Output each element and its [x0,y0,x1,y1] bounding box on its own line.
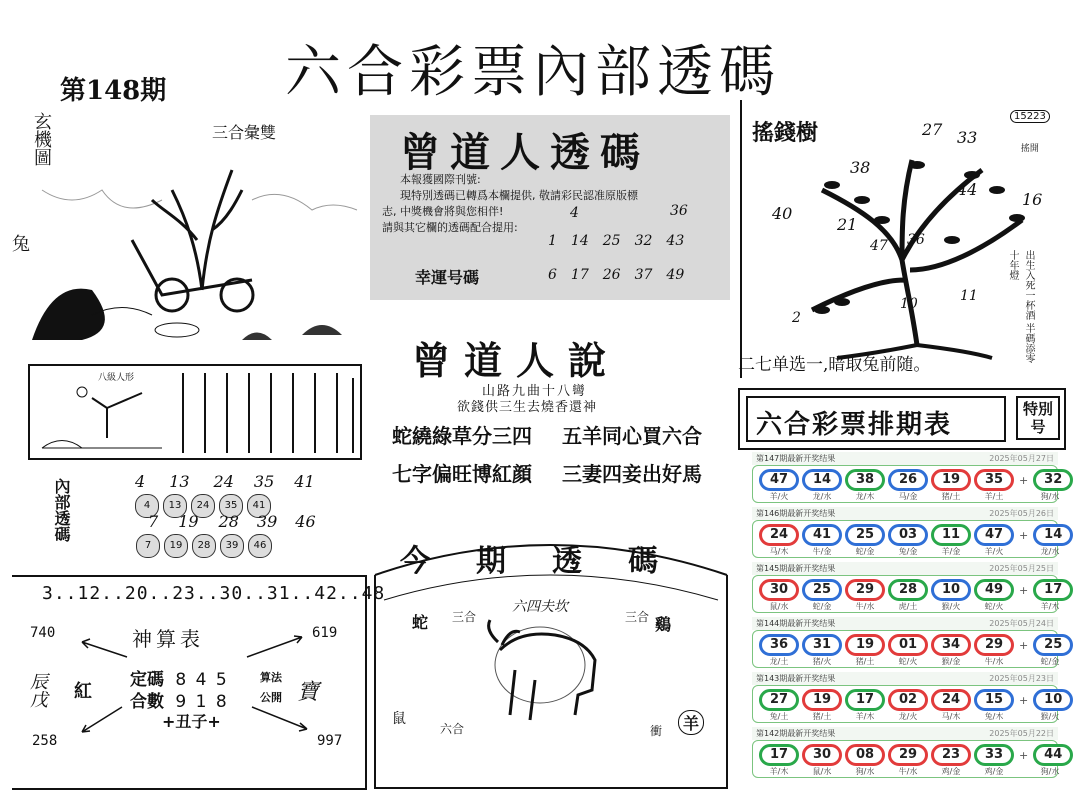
lottery-ball: 08 [845,744,885,766]
special-ball: 14 [1033,524,1073,546]
lottery-ball: 03 [888,524,928,546]
he-shu-label: 合數 [130,692,164,712]
zeng-title: 曾道人透碼 [400,129,650,176]
neibu-num: 39 [256,512,278,531]
grid-bottom [548,267,684,283]
ding-ma-label: 定碼 [130,670,164,690]
result-row [752,672,1063,723]
left-chars: 辰戊 [27,672,48,708]
grid-num: 32 [634,233,653,249]
zodiac-label: 马/金 [898,492,918,501]
zodiac-label: 猪/土 [855,657,875,666]
result-header [752,452,1058,465]
result-issue: 第147期最新开奖结果 [756,454,836,463]
xuanji-label: 玄機圖 [31,112,52,166]
neibu-circle: 39 [220,534,244,558]
plus-icon: + [1019,693,1029,707]
zodiac-label: 牛/水 [855,602,875,611]
special-zodiac-label: 狗/水 [1040,492,1060,501]
zodiac-label: 羊/木 [855,712,875,721]
result-row [752,617,1063,668]
lottery-ball: 26 [888,469,928,491]
neibu-label: 內部透碼 [52,478,71,542]
line-2b: 三妻四妾出好馬 [562,462,702,486]
zodiac-snake: 蛇 [412,613,429,632]
zodiac-label: 兔/金 [898,547,918,556]
zodiac-label: 龙/土 [769,657,789,666]
lottery-ball: 36 [759,634,799,656]
vertical-text-columns [175,368,360,458]
zodiac-label: 蛇/火 [898,657,918,666]
lottery-ball: 24 [759,524,799,546]
lottery-ball: 14 [802,469,842,491]
neibu-num: 19 [178,512,199,531]
zodiac-label: 鼠/水 [812,767,832,776]
result-row [752,452,1063,503]
zodiac-label: 羊/木 [769,767,789,776]
zodiac-label: 猪/土 [812,712,832,721]
special-ball: 32 [1033,469,1073,491]
neibu-num: 4 [135,472,146,491]
tree-num: 36 [907,232,925,248]
lottery-ball: 35 [974,469,1014,491]
result-row [752,562,1063,613]
shensuan-title: 神算表 [132,627,204,651]
schedule-header [738,388,1066,450]
side-verse: 出生入死一杯酒 半碼添零十年燈 [1007,250,1034,364]
zodiac-label: 羊/金 [941,547,961,556]
zodiac-label: 猪/土 [941,492,961,501]
zodiac-label: 羊/火 [984,547,1004,556]
poem-2: 欲錢供三生去燒香還神 [457,400,598,415]
ding-ma-value: 8 4 5 [175,670,229,690]
tree-num: 16 [1022,190,1043,209]
result-body [752,740,1063,778]
eight-label: 八級人形 [98,373,135,383]
plus-icon: + [1019,748,1029,762]
liuhe: 六合 [440,722,465,736]
result-issue: 第144期最新开奖结果 [756,619,836,628]
special-zodiac-label: 猴/火 [1040,712,1060,721]
result-date: 2025年05月24日 [989,619,1054,628]
left-red: 紅 [74,681,92,702]
zodiac-gap [1017,656,1027,667]
result-date: 2025年05月23日 [989,674,1054,683]
notice-2: 現特別透碼已轉爲本欄提供, 敬請彩民認准原版標 [400,189,638,202]
zodiac-label: 猴/金 [941,657,961,666]
jinqi-panel [370,520,732,790]
zodiac-rat: 鼠 [392,711,406,727]
neibu-num: 7 [148,512,159,531]
neibu-circle: 13 [163,494,187,518]
jinqi-title: 今期透碼 [400,544,704,579]
lottery-ball: 28 [888,579,928,601]
chong: 衝 [650,724,663,738]
tree-num: 10 [900,296,918,312]
lottery-ball: 10 [931,579,971,601]
result-row [752,727,1063,778]
zodiac-label: 猴/火 [941,602,961,611]
issue-number: 第148期 [60,76,167,106]
zodiac-label: 牛/金 [812,547,832,556]
sanhe-label: 三合彙雙 [212,123,277,142]
result-body [752,630,1063,668]
page-title: 六合彩票內部透碼 [285,40,781,105]
he-shu-value: 9 1 8 [175,692,229,712]
grid-top [548,233,684,249]
lottery-ball: 47 [974,524,1014,546]
lottery-ball: 29 [888,744,928,766]
lottery-ball: 30 [759,579,799,601]
special-ball: 44 [1033,744,1073,766]
right-chars: 寶 [297,680,320,705]
notice-3: 志, 中獎機會將與您相伴! [382,205,504,218]
zodiac-label: 蛇/金 [812,602,832,611]
zodiac-gap [1017,711,1027,722]
result-date: 2025年05月22日 [989,729,1054,738]
line-1a: 蛇繞綠草分三四 [392,424,532,448]
lottery-ball: 30 [802,744,842,766]
lottery-ball: 25 [802,579,842,601]
neibu-num: 46 [295,512,316,531]
tree-num: 11 [960,288,978,304]
gong-kai: 公開 [260,691,282,704]
neibu-num: 41 [294,472,315,491]
plus-icon: + [1019,473,1029,487]
result-body [752,465,1063,503]
side-mark: 兔 [12,234,30,255]
zodiac-label: 虎/土 [898,602,918,611]
lottery-ball: 01 [888,634,928,656]
xuanji-illustration [12,130,365,350]
neibu-circle: 28 [192,534,216,558]
result-issue: 第142期最新开奖结果 [756,729,836,738]
result-issue: 第146期最新开奖结果 [756,509,836,518]
grid-num: 25 [602,233,621,249]
grid-num: 49 [666,267,685,283]
corner-bottom-left: 258 [32,733,58,749]
result-body [752,520,1063,558]
grid-num: 26 [602,267,621,283]
result-issue: 第143期最新开奖结果 [756,674,836,683]
number-sequence: 3..12..20..23..30..31..42..48 [42,583,386,604]
lottery-ball: 41 [802,524,842,546]
chou-zi: +丑子+ [162,712,221,731]
tree-num: 21 [837,215,858,234]
zodiac-label: 兔/土 [769,712,789,721]
plus-icon: + [1019,583,1029,597]
result-row [752,507,1063,558]
lottery-ball: 25 [845,524,885,546]
grid-num: 14 [570,233,589,249]
lottery-ball: 23 [931,744,971,766]
sanhe-b: 三合 [625,610,650,624]
tree-num: 38 [850,158,871,177]
zodiac-label: 鼠/水 [769,602,789,611]
zeng-touma-panel [370,115,730,300]
lottery-ball: 19 [802,689,842,711]
corner-top-right: 619 [312,625,338,641]
result-header [752,507,1058,520]
zodiac-gap [1017,546,1027,557]
lottery-ball: 11 [931,524,971,546]
lottery-ball: 27 [759,689,799,711]
money-tree-panel [740,100,1066,378]
neibu-num: 13 [169,472,190,491]
zodiac-label: 鸡/金 [941,767,961,776]
corner-bottom-right: 997 [317,733,343,749]
lottery-ball: 19 [845,634,885,656]
lottery-ball: 17 [759,744,799,766]
result-body [752,575,1063,613]
neibu-circle: 41 [247,494,271,518]
result-date: 2025年05月26日 [989,509,1054,518]
notice-1: 本報獲國際刊號: [400,173,481,186]
notice-4: 請與其它欄的透碼配合提用: [382,221,518,234]
plus-icon: + [1019,528,1029,542]
result-header [752,672,1058,685]
zodiac-label: 龙/木 [855,492,875,501]
lottery-ball: 02 [888,689,928,711]
neibu-circle: 7 [136,534,160,558]
tree-num: 44 [957,180,978,199]
schedule-badge: 特別号 [1016,396,1060,440]
zodiac-label: 鸡/金 [984,767,1004,776]
special-ball: 10 [1033,689,1073,711]
lottery-ball: 29 [974,634,1014,656]
zodiac-label: 猪/火 [812,657,832,666]
zodiac-label: 马/木 [769,547,789,556]
lottery-ball: 47 [759,469,799,491]
lottery-ball: 31 [802,634,842,656]
lottery-ball: 34 [931,634,971,656]
corner-top-left: 740 [30,625,56,641]
neibu-circle: 35 [219,494,243,518]
line-2a: 七字偏旺博紅顔 [392,462,532,486]
badge-num: 15223 [1010,110,1050,123]
lucky-label: 幸運号碼 [415,268,480,287]
zodiac-sheep: 羊 [678,710,704,735]
zodiac-label: 蛇/金 [855,547,875,556]
neibu-circle: 24 [191,494,215,518]
zeng-shuo-panel [372,310,730,540]
xuanji-panel [12,100,365,350]
lottery-ball: 24 [931,689,971,711]
tree-num: 40 [772,204,793,223]
result-header [752,617,1058,630]
special-ball: 17 [1033,579,1073,601]
tree-num: 27 [922,120,943,139]
neibu-circle: 4 [135,494,159,518]
plus-icon: + [1019,638,1029,652]
zodiac-label: 牛/水 [984,657,1004,666]
neibu-num: 28 [218,512,239,531]
lottery-ball: 15 [974,689,1014,711]
zodiac-label: 龙/火 [898,712,918,721]
zodiac-label: 龙/水 [812,492,832,501]
special-zodiac-label: 狗/水 [1040,767,1060,776]
special-zodiac-label: 龙/水 [1040,547,1060,556]
line-1b: 五羊同心買六合 [562,424,702,448]
tree-title: 搖錢樹 [752,120,819,146]
result-header [752,727,1058,740]
top-num-a: 4 [570,205,579,221]
zodiac-label: 牛/水 [898,767,918,776]
shuo-title: 曾道人說 [412,338,621,383]
sanhe-a: 三合 [452,610,477,624]
schedule-title: 六合彩票排期表 [756,410,953,440]
result-date: 2025年05月25日 [989,564,1054,573]
zodiac-label: 羊/火 [769,492,789,501]
grid-num: 1 [548,233,557,249]
grid-num: 37 [634,267,653,283]
grid-num: 43 [666,233,685,249]
zodiac-rooster: 鷄 [655,615,672,634]
top-num-b: 36 [670,203,688,219]
zodiac-label: 羊/土 [984,492,1004,501]
neibu-circle: 19 [164,534,188,558]
special-zodiac-label: 羊/木 [1040,602,1060,611]
tree-num: 33 [957,128,978,147]
zodiac-label: 兔/木 [984,712,1004,721]
lottery-ball: 49 [974,579,1014,601]
zodiac-gap [1017,491,1027,502]
suan-fa: 算法 [260,671,282,684]
shensuan-panel [12,575,386,790]
tree-num: 2 [792,310,801,326]
bottom-verse: 二七单选一,暗取兔前随。 [738,355,931,375]
special-zodiac-label: 蛇/金 [1040,657,1060,666]
result-body [752,685,1063,723]
neibu-num: 24 [213,472,234,491]
special-ball: 25 [1033,634,1073,656]
poem-1: 山路九曲十八彎 [482,384,588,399]
neibu-row-2 [144,512,316,558]
grid-num: 17 [570,267,589,283]
result-issue: 第145期最新开奖结果 [756,564,836,573]
eight-level-panel [28,364,362,460]
eight-illustration [32,378,172,458]
zodiac-label: 狗/水 [855,767,875,776]
grid-num: 6 [548,267,557,283]
result-date: 2025年05月27日 [989,454,1054,463]
tree-num: 47 [870,238,888,254]
zodiac-label: 马/木 [941,712,961,721]
lottery-ball: 29 [845,579,885,601]
zodiac-label: 蛇/火 [984,602,1004,611]
lottery-ball: 38 [845,469,885,491]
result-header [752,562,1058,575]
schedule-title-box [746,396,1006,442]
lottery-ball: 33 [974,744,1014,766]
zodiac-gap [1017,601,1027,612]
liusi: 六四夫坎 [512,599,568,615]
lottery-ball: 19 [931,469,971,491]
zodiac-gap [1017,766,1027,777]
lottery-ball: 17 [845,689,885,711]
badge-label: 搖開 [1020,144,1039,154]
neibu-num: 35 [253,472,275,491]
neibu-circle: 46 [248,534,272,558]
